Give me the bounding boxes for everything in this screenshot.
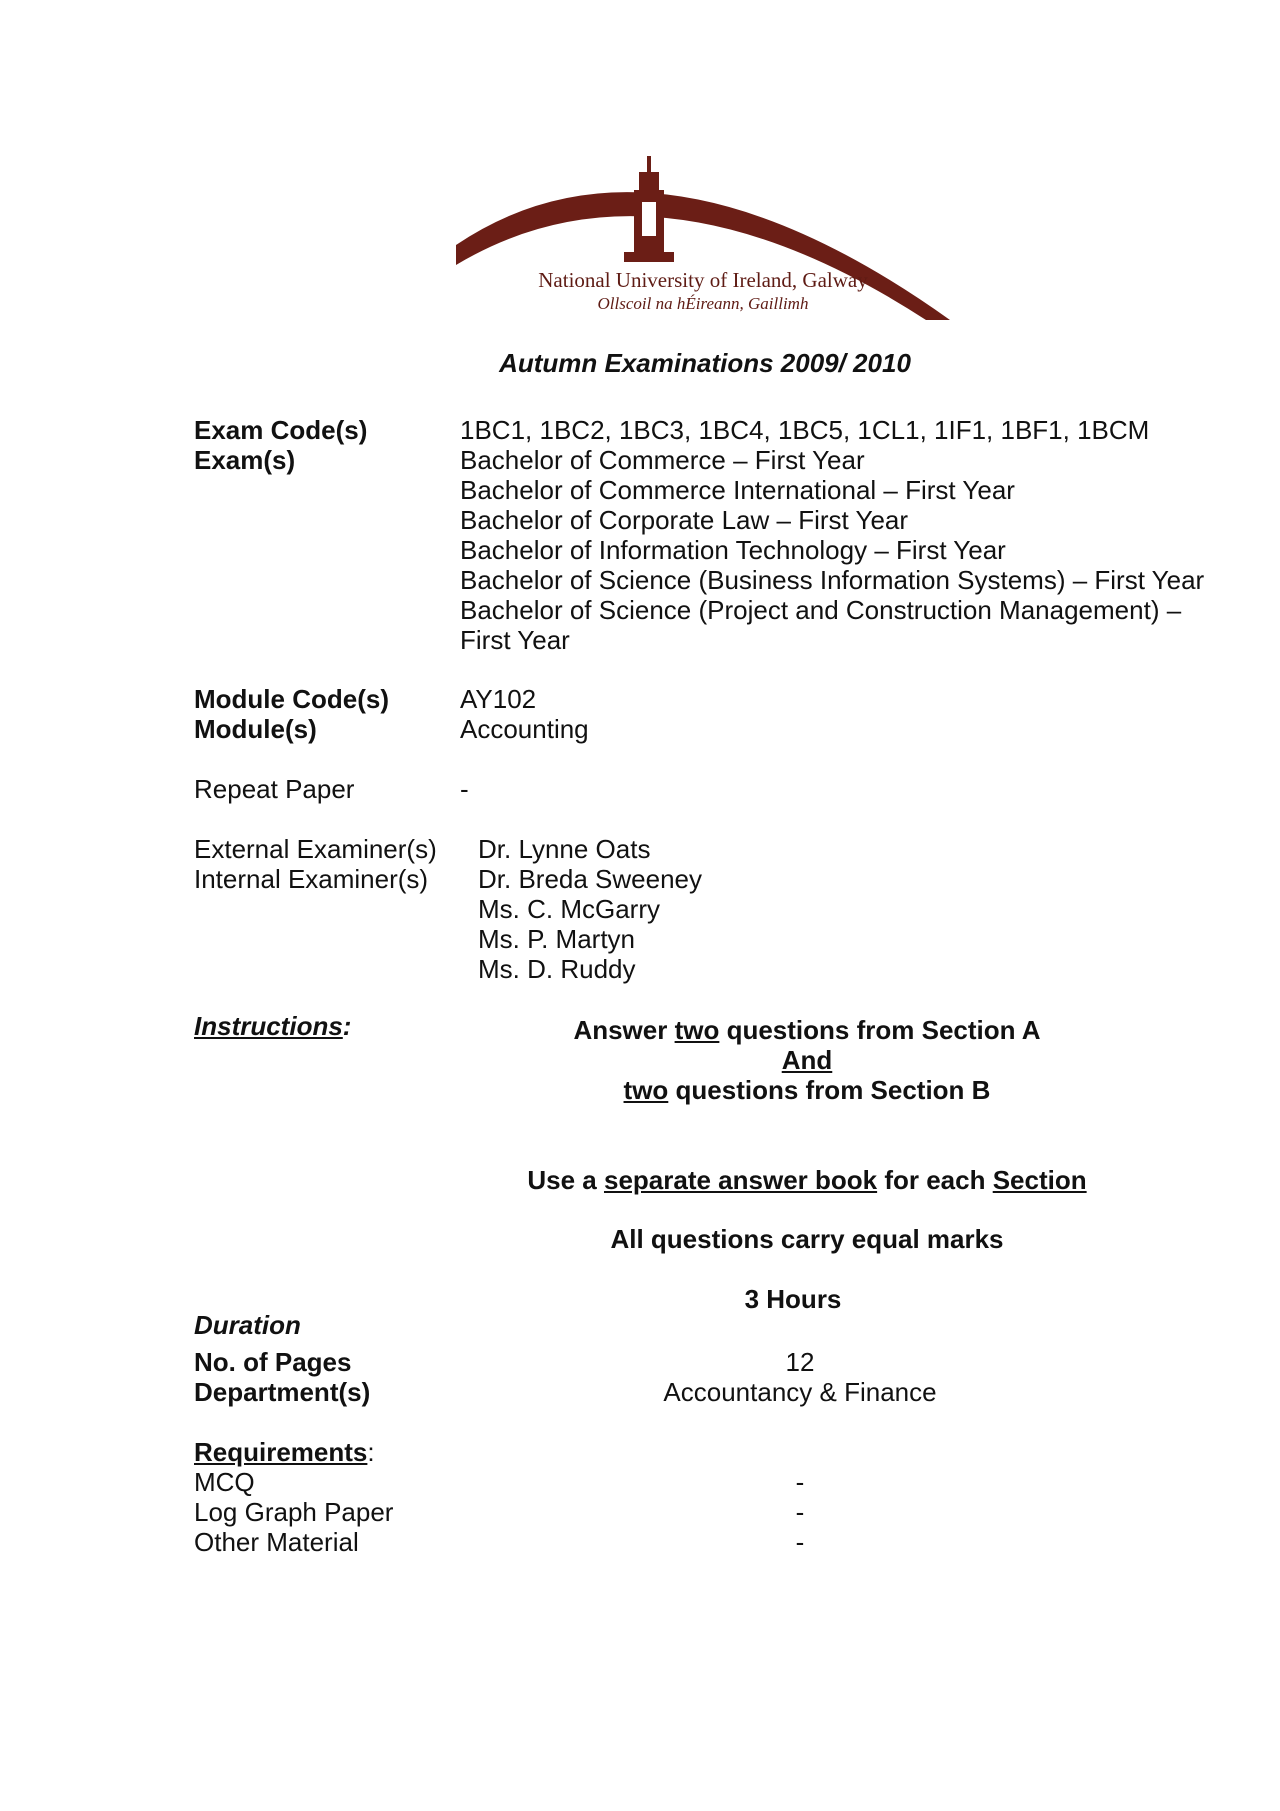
instruction-text: for each xyxy=(877,1165,993,1195)
exams-label: Exam(s) xyxy=(194,445,296,475)
instructions-label-colon: : xyxy=(342,1011,352,1041)
examiner-name: Ms. P. Martyn xyxy=(478,924,636,954)
instruction-text: Answer xyxy=(573,1015,675,1045)
logo-name-english: National University of Ireland, Galway xyxy=(538,268,868,292)
requirement-value: - xyxy=(795,1527,805,1557)
departments-value: Accountancy & Finance xyxy=(663,1377,937,1407)
exam-session-heading: Autumn Examinations 2009/ 2010 xyxy=(499,348,911,378)
exam-line: Bachelor of Science (Business Information Systems) – First Year xyxy=(460,565,1205,595)
instruction-line-2: And xyxy=(781,1045,833,1075)
modules-value: Accounting xyxy=(460,714,589,744)
instruction-text: Use a xyxy=(527,1165,604,1195)
internal-examiner-label: Internal Examiner(s) xyxy=(194,864,429,894)
exam-line: First Year xyxy=(460,625,570,655)
exam-line: Bachelor of Information Technology – First Year xyxy=(460,535,1006,565)
logo-name-irish: Ollscoil na hÉireann, Gaillimh xyxy=(597,294,809,313)
requirement-value: - xyxy=(795,1467,805,1497)
examiner-name: Dr. Lynne Oats xyxy=(478,834,651,864)
instruction-text: questions from Section A xyxy=(719,1015,1041,1045)
instruction-emphasis: Section xyxy=(992,1165,1087,1195)
requirement-label: Other Material xyxy=(194,1527,359,1557)
instruction-emphasis: separate answer book xyxy=(603,1165,878,1195)
requirement-label: MCQ xyxy=(194,1467,255,1497)
pages-value: 12 xyxy=(785,1347,815,1377)
examiner-name: Dr. Breda Sweeney xyxy=(478,864,703,894)
requirements-label xyxy=(194,1437,375,1467)
instruction-emphasis: two xyxy=(674,1015,720,1045)
departments-label: Department(s) xyxy=(194,1377,371,1407)
examiner-name: Ms. D. Ruddy xyxy=(478,954,636,984)
exams-list xyxy=(460,445,1204,655)
requirement-value: - xyxy=(795,1497,805,1527)
instruction-line-5: All questions carry equal marks xyxy=(610,1224,1004,1254)
duration-label: Duration xyxy=(194,1310,301,1340)
module-codes-value: AY102 xyxy=(460,684,537,714)
requirement-label: Log Graph Paper xyxy=(194,1497,394,1527)
instructions-label xyxy=(194,1011,351,1041)
external-examiner-label: External Examiner(s) xyxy=(194,834,437,864)
exam-line: Bachelor of Corporate Law – First Year xyxy=(460,505,909,535)
instruction-line-6: 3 Hours xyxy=(744,1284,842,1314)
exam-line: Bachelor of Science (Project and Construction Management) – xyxy=(460,595,1182,625)
university-logo xyxy=(456,150,950,320)
exam-codes-label: Exam Code(s) xyxy=(194,415,368,445)
exam-line: Bachelor of Commerce – First Year xyxy=(460,445,865,475)
exam-codes-value: 1BC1, 1BC2, 1BC3, 1BC4, 1BC5, 1CL1, 1IF1, 1BF1, 1BCM xyxy=(460,415,1150,445)
module-codes-label: Module Code(s) xyxy=(194,684,389,714)
repeat-paper-label: Repeat Paper xyxy=(194,774,355,804)
instruction-line-1 xyxy=(470,1015,1144,1045)
requirements-label-text: Requirements xyxy=(194,1437,368,1467)
instructions-label-text: Instructions xyxy=(194,1011,343,1041)
examiner-name: Ms. C. McGarry xyxy=(478,894,660,924)
examiner-names xyxy=(478,834,702,984)
pages-label: No. of Pages xyxy=(194,1347,352,1377)
instruction-emphasis: two xyxy=(623,1075,669,1105)
repeat-paper-value: - xyxy=(460,774,469,804)
instruction-line-3 xyxy=(470,1075,1144,1105)
instruction-text: questions from Section B xyxy=(668,1075,991,1105)
requirements-label-colon: : xyxy=(367,1437,375,1467)
instruction-line-4 xyxy=(470,1165,1144,1195)
modules-label: Module(s) xyxy=(194,714,317,744)
exam-line: Bachelor of Commerce International – First Year xyxy=(460,475,1015,505)
